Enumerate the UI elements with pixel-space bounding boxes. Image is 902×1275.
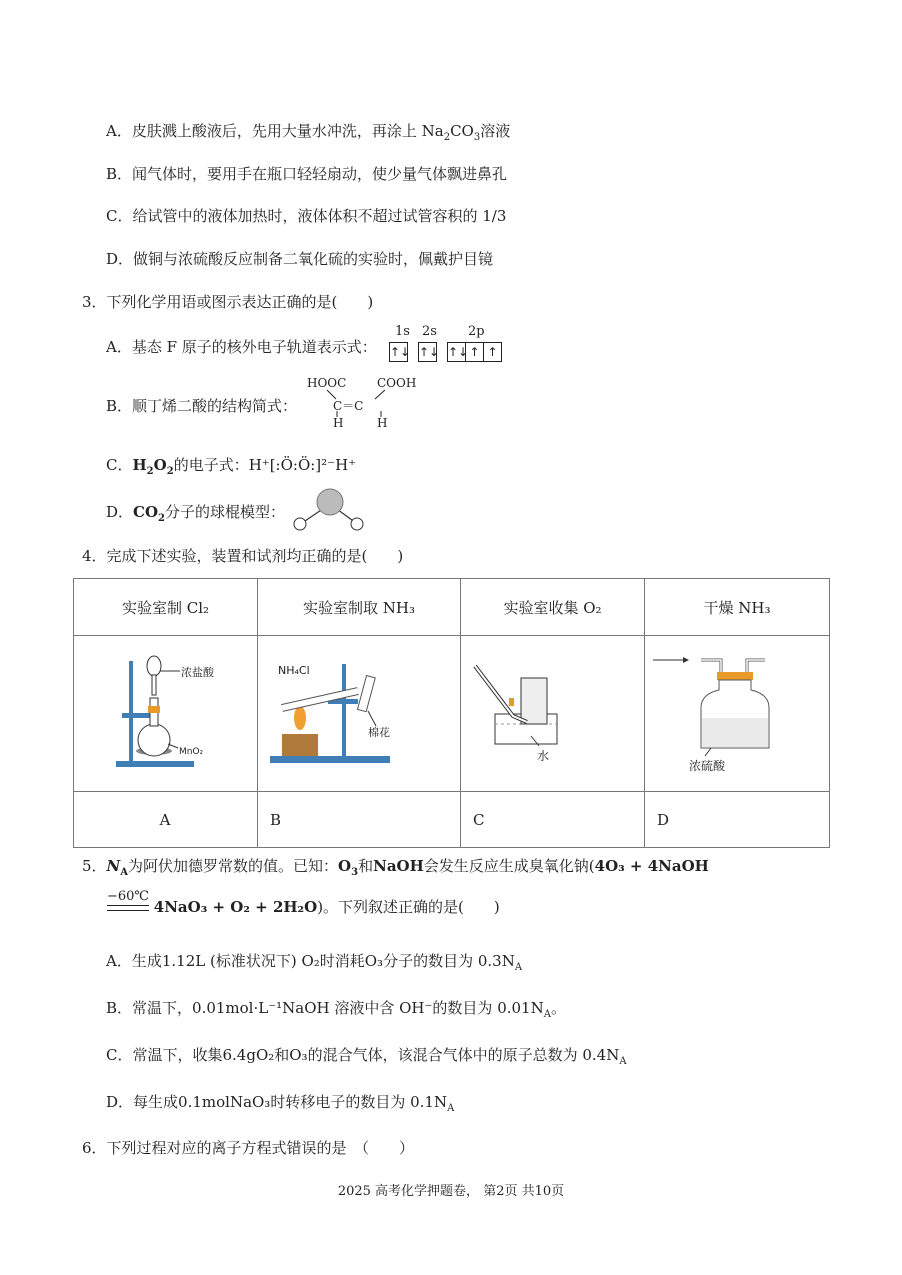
orbital-box-2p: ↑↓ ↑ ↑ bbox=[447, 342, 502, 362]
q3-option-c: C．$H_2O_2$的电子式：H⁺[:Ö:Ö:]²⁻H⁺ bbox=[106, 456, 357, 477]
q5-stem-line1: 5．$N_A$为阿伏加德罗常数的值。已知：$O_3$和NaOH会发生反应生成臭氧化钠(4O₃ + 4NaOH bbox=[82, 857, 709, 878]
orbital-box-2s: ↑↓ bbox=[418, 342, 437, 362]
option-label-b: B bbox=[258, 792, 461, 848]
header-nh3-dry: 干燥 NH₃ bbox=[645, 579, 830, 636]
label-mno2: MnO₂ bbox=[179, 747, 204, 757]
maleic-acid-structure bbox=[305, 376, 425, 432]
experiment-table bbox=[73, 578, 830, 848]
page-footer: 2025 高考化学押题卷， 第2页 共10页 bbox=[337, 1184, 565, 1199]
reaction-condition: −60℃ bbox=[107, 895, 149, 917]
header-nh3-prep: 实验室制取 NH₃ bbox=[258, 579, 461, 636]
q5-option-d: D．每生成0.1molNaO₃时转移电子的数目为 $0.1N_A$ bbox=[106, 1093, 455, 1114]
q2-option-a: A．皮肤溅上酸液后，先用大量水冲洗，再涂上 $Na_2CO_3$溶液 bbox=[106, 122, 511, 143]
structure-h2: H bbox=[377, 416, 388, 430]
orbital-label-1s: 1s bbox=[395, 324, 410, 339]
orbital-label-2p: 2p bbox=[468, 324, 485, 339]
apparatus-b bbox=[258, 636, 461, 792]
label-conc-h2so4: 浓硫酸 bbox=[689, 759, 726, 773]
apparatus-a bbox=[74, 636, 258, 792]
option-label-a: A bbox=[74, 792, 258, 848]
structure-cc: C＝C bbox=[333, 399, 364, 413]
label-nh4cl: NH₄Cl bbox=[278, 664, 310, 677]
q4-stem: 4．完成下述实验，装置和试剂均正确的是( ) bbox=[82, 547, 404, 565]
structure-h1: H bbox=[333, 416, 344, 430]
apparatus-d bbox=[645, 636, 830, 792]
ball-stick-model bbox=[290, 486, 370, 534]
q2-option-b: B．闻气体时，要用手在瓶口轻轻扇动，使少量气体飘进鼻孔 bbox=[106, 165, 508, 183]
q5-stem-line2: −60℃ 4NaO₃ + O₂ + 2H₂O)。下列叙述正确的是( ) bbox=[107, 889, 500, 916]
option-label-c: C bbox=[461, 792, 645, 848]
q5-option-a: A．生成1.12L (标准状况下) O₂时消耗O₃分子的数目为 $0.3N_A$ bbox=[106, 952, 523, 973]
orbital-diagram bbox=[389, 324, 509, 364]
option-label-d: D bbox=[645, 792, 830, 848]
q2-option-d: D．做铜与浓硫酸反应制备二氧化硫的实验时，佩戴护目镜 bbox=[106, 250, 494, 268]
q3-stem: 3．下列化学用语或图示表达正确的是( ) bbox=[82, 293, 374, 311]
q3-option-d: D．$CO_2$分子的球棍模型： bbox=[106, 503, 286, 524]
header-cl2: 实验室制 Cl₂ bbox=[74, 579, 258, 636]
q5-option-b: B．常温下，0.01mol·L⁻¹NaOH 溶液中含 OH⁻的数目为 $0.01N_A$。 bbox=[106, 999, 566, 1020]
structure-hooc: HOOC bbox=[307, 376, 347, 390]
q3-option-b: B．顺丁烯二酸的结构简式： bbox=[106, 397, 298, 415]
q6-stem: 6．下列过程对应的离子方程式错误的是 （ ） bbox=[82, 1139, 415, 1157]
q5-option-c: C．常温下，收集6.4gO₂和O₃的混合气体，该混合气体中的原子总数为 $0.4N_A$ bbox=[106, 1046, 627, 1067]
electron-formula: H⁺[:Ö:Ö:]²⁻H⁺ bbox=[248, 456, 357, 474]
label-water: 水 bbox=[537, 749, 550, 763]
structure-cooh: COOH bbox=[377, 376, 417, 390]
label-cotton: 棉花 bbox=[368, 726, 390, 739]
label-conc-hcl: 浓盐酸 bbox=[181, 666, 214, 679]
header-o2-collect: 实验室收集 O₂ bbox=[461, 579, 645, 636]
orbital-box-1s: ↑↓ bbox=[389, 342, 408, 362]
q3-option-a: A．基态 F 原子的核外电子轨道表示式： bbox=[106, 338, 377, 356]
apparatus-c bbox=[461, 636, 645, 792]
q2-option-c: C．给试管中的液体加热时，液体体积不超过试管容积的 1/3 bbox=[106, 207, 507, 225]
structure-bonds bbox=[305, 376, 425, 432]
orbital-label-2s: 2s bbox=[422, 324, 437, 339]
